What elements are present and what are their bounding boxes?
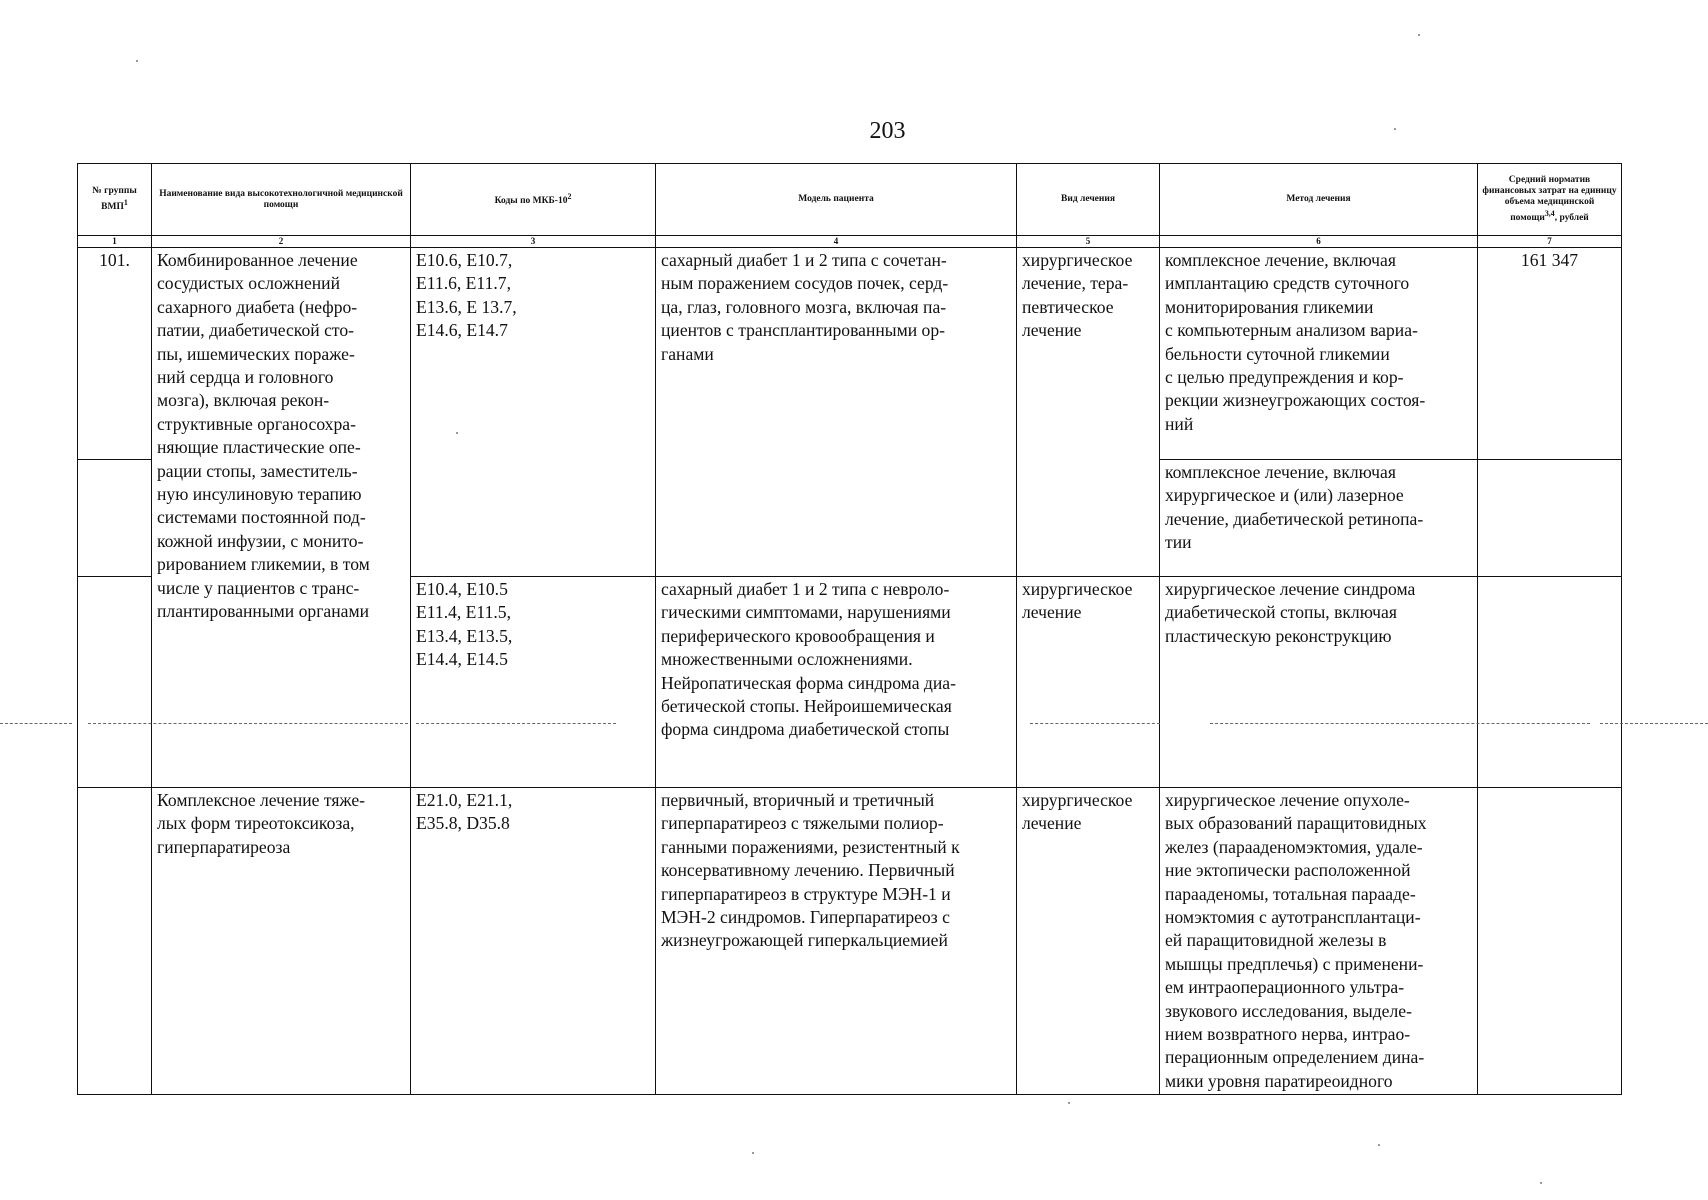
treatment-method: хирургическое лечение синдрома диабетической стопы, включая пластическую реконструкцию: [1160, 577, 1478, 788]
scan-speck: [752, 1152, 754, 1154]
page-break-mark: [416, 723, 616, 724]
icd-codes: E21.0, E21.1, E35.8, D35.8: [411, 788, 656, 1095]
patient-model: сахарный диабет 1 и 2 типа с невроло- гическими симптомами, нарушениями периферического кровообращения и множественными осложнениями. Нейропатическая форма синдрома диа- бетической стопы. Нейроишемическая форма синдрома диабетической стопы: [656, 577, 1017, 788]
treatment-type: хирургическое лечение: [1017, 577, 1160, 788]
column-number: 3: [411, 236, 656, 248]
page-break-mark: [1210, 723, 1590, 724]
header-patient-model: Модель пациента: [656, 164, 1017, 236]
scan-speck: [136, 60, 138, 62]
patient-model: сахарный диабет 1 и 2 типа с сочетан- ным поражением сосудов почек, серд- ца, глаз, головного мозга, включая па- циентов с трансплантированными ор- ганами: [656, 248, 1017, 577]
cost-value: 161 347: [1478, 248, 1622, 460]
column-number: 4: [656, 236, 1017, 248]
column-number: 6: [1160, 236, 1478, 248]
column-number: 7: [1478, 236, 1622, 248]
cost-empty: [1478, 788, 1622, 1095]
care-type-name: Комбинированное лечение сосудистых осложнений сахарного диабета (нефро- патии, диабетической сто- пы, ишемических пораже- ний сердца и головного мозга), включая рекон- структивные органосохра- няющие пластические опе- рации стопы, заместитель- ную инсулиновую терапию системами постоянной под- кожной инфузии, с монито- рированием гликемии, в том числе у пациентов с транс- плантированными органами: [152, 248, 411, 788]
scan-speck: [1068, 1102, 1070, 1104]
header-care-type-name: Наименование вида высокотехнологичной медицинской помощи: [152, 164, 411, 236]
scan-speck: [1378, 1144, 1380, 1146]
page-break-mark: [88, 723, 408, 724]
scan-speck: [1394, 128, 1396, 130]
header-treatment-type: Вид лечения: [1017, 164, 1160, 236]
treatment-type: хирургическое лечение, тера- певтическое лечение: [1017, 248, 1160, 577]
column-number: 1: [78, 236, 152, 248]
group-number-empty: [78, 577, 152, 788]
high-tech-care-table: [77, 163, 1622, 1095]
icd-codes: E10.6, E10.7, E11.6, E11.7, E13.6, E 13.7, E14.6, E14.7: [411, 248, 656, 577]
cost-empty: [1478, 577, 1622, 788]
scan-speck: [1540, 1182, 1542, 1184]
header-treatment-method: Метод лечения: [1160, 164, 1478, 236]
header-cost-standard: Средний норматив финансовых затрат на единицу объема медицинской помощи$^{3,4}$, рублей: [1478, 164, 1622, 236]
page-break-mark: [1600, 723, 1708, 724]
treatment-method: комплексное лечение, включая хирургическое и (или) лазерное лечение, диабетической ретинопа- тии: [1160, 460, 1478, 577]
group-number: 101.: [78, 248, 152, 460]
cost-empty: [1478, 460, 1622, 577]
icd-codes: E10.4, E10.5 E11.4, E11.5, E13.4, E13.5, E14.4, E14.5: [411, 577, 656, 788]
table-row: [78, 788, 1622, 1095]
column-number-row: [78, 236, 1622, 248]
patient-model: первичный, вторичный и третичный гиперпаратиреоз с тяжелыми полиор- ганными поражениями, резистентный к консервативному лечению. Первичный гиперпаратиреоз в структуре МЭН-1 и МЭН-2 синдромов. Гиперпаратиреоз с жизнеугрожающей гиперкальциемией: [656, 788, 1017, 1095]
column-number: 2: [152, 236, 411, 248]
header-row: [78, 164, 1622, 236]
scan-speck: [1418, 34, 1420, 36]
page-number: 203: [869, 118, 906, 144]
group-number-empty: [78, 788, 152, 1095]
treatment-method: хирургическое лечение опухоле- вых образований паращитовидных желез (парааденомэктомия, удале- ние эктопически расположенной парааденомы, тотальная парааде- номэктомия с аутотрансплантаци- ей паращитовидной железы в мышцы предплечья) с применени- ем интраоперационного ультра- звукового исследования, выделе- нием возвратного нерва, интрао- перационным определением дина- мики уровня паратиреоидного: [1160, 788, 1478, 1095]
group-number-empty: [78, 460, 152, 577]
column-number: 5: [1017, 236, 1160, 248]
header-group-number: № группы ВМП$^1$: [78, 164, 152, 236]
page-break-mark: [1030, 723, 1160, 724]
table-row: [78, 248, 1622, 460]
treatment-type: хирургическое лечение: [1017, 788, 1160, 1095]
page-break-mark: [0, 723, 72, 724]
treatment-method: комплексное лечение, включая имплантацию средств суточного мониторирования гликемии с компьютерным анализом вариа- бельности суточной гликемии с целью предупреждения и кор- рекции жизнеугрожающих состоя- ний: [1160, 248, 1478, 460]
care-type-name: Комплексное лечение тяже- лых форм тиреотоксикоза, гиперпаратиреоза: [152, 788, 411, 1095]
header-icd-codes: Коды по МКБ-$10^2$: [411, 164, 656, 236]
scan-speck: [456, 432, 458, 434]
